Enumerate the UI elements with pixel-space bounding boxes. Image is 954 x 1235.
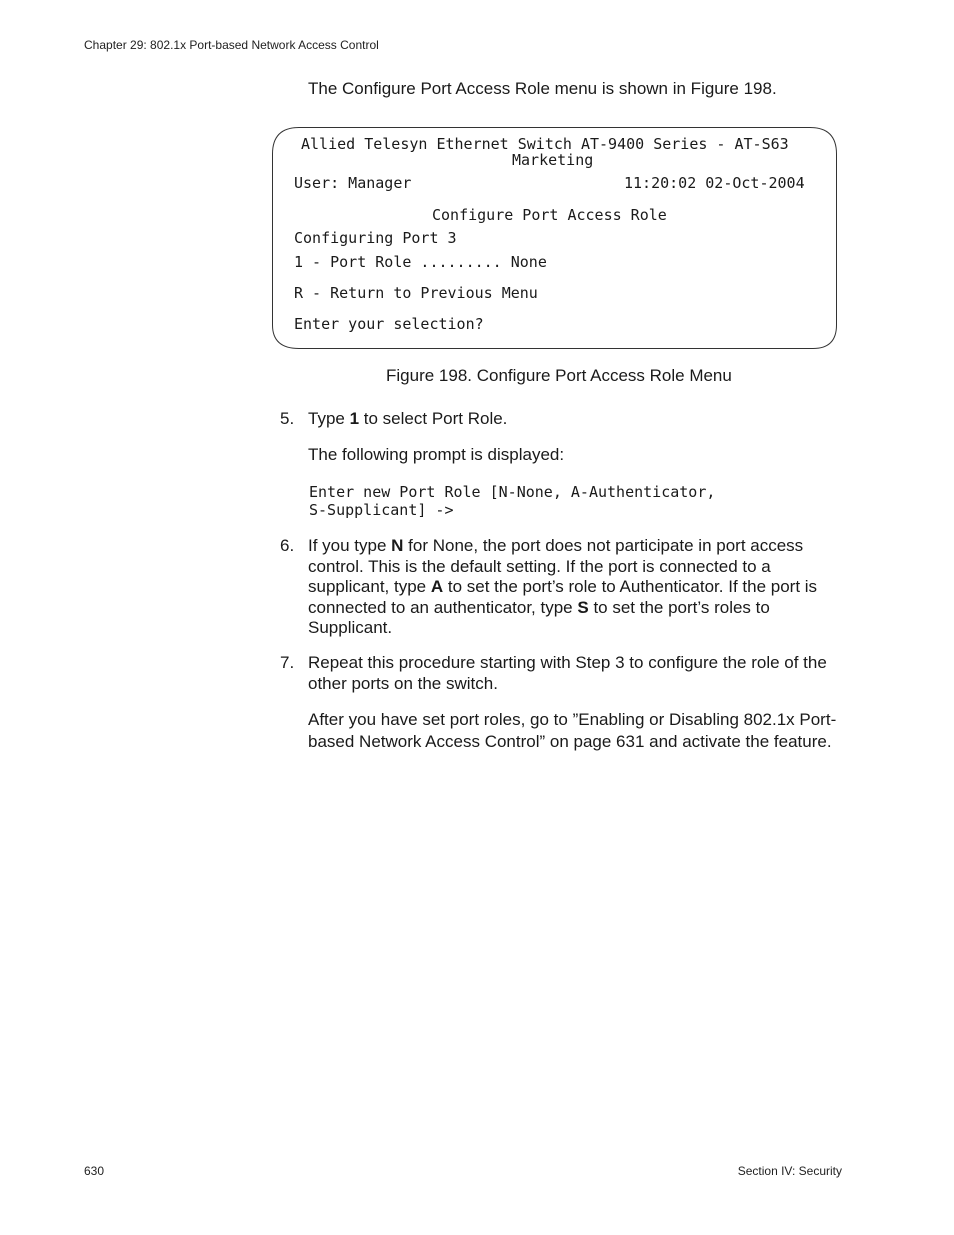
intro-text: The Configure Port Access Role menu is shown in Figure 198.	[308, 79, 777, 98]
figure-caption: Figure 198. Configure Port Access Role Menu	[386, 366, 732, 385]
step-5-text	[308, 409, 843, 430]
step-5-bold: 1	[349, 409, 360, 428]
prompt-code-line1: Enter new Port Role [N-None, A-Authenticator,	[309, 483, 716, 501]
terminal-title-line1: Allied Telesyn Ethernet Switch AT-9400 Series - AT-S63	[301, 135, 789, 153]
step-6-b2: A	[430, 577, 444, 596]
section-footer: Section IV: Security	[737, 1164, 842, 1178]
step-6-number: 6.	[280, 536, 295, 555]
step-7-number: 7.	[280, 653, 295, 672]
terminal-title-line2: Marketing	[512, 151, 594, 169]
page-number: 630	[84, 1164, 105, 1178]
step-5-following: The following prompt is displayed:	[308, 445, 565, 464]
prompt-code-line2: S-Supplicant] ->	[309, 501, 454, 519]
terminal-option-1: 1 - Port Role ......... None	[294, 253, 547, 271]
step-6-b3: S	[577, 597, 589, 617]
step-5-text-b: to select Port Role.	[359, 409, 508, 428]
terminal-menu-title: Configure Port Access Role	[432, 206, 667, 224]
step-6-b1: N	[391, 536, 404, 555]
terminal-prompt: Enter your selection?	[294, 315, 484, 333]
running-header: Chapter 29: 802.1x Port-based Network Access Control	[84, 38, 379, 52]
step-6-t3: to set the port’s role to Authenticator. If the port is connected to an authenticator, type	[308, 577, 818, 617]
step-6-t4: to set the port’s roles to Supplicant.	[308, 597, 770, 637]
terminal-screen	[272, 127, 837, 349]
step-7-text: Repeat this procedure starting with Step 3 to configure the role of the other ports on the switch.	[308, 653, 827, 693]
step-6-text	[308, 536, 843, 639]
step-5-text-a: Type	[308, 409, 350, 428]
terminal-user: User: Manager	[294, 174, 412, 192]
terminal-configuring: Configuring Port 3	[294, 229, 457, 247]
step-6-t1: If you type	[308, 536, 392, 555]
terminal-datetime: 11:20:02 02-Oct-2004	[624, 174, 805, 192]
step-7-after: After you have set port roles, go to ”Enabling or Disabling 802.1x Port-based Network Access Control” on page 631 and activate the feature.	[308, 710, 837, 751]
step-5-number: 5.	[280, 409, 295, 428]
step-6-t2: for None, the port does not participate in port access control. This is the default setting. If the port is connected to a supplicant, type	[308, 536, 804, 596]
terminal-option-r: R - Return to Previous Menu	[294, 284, 538, 302]
